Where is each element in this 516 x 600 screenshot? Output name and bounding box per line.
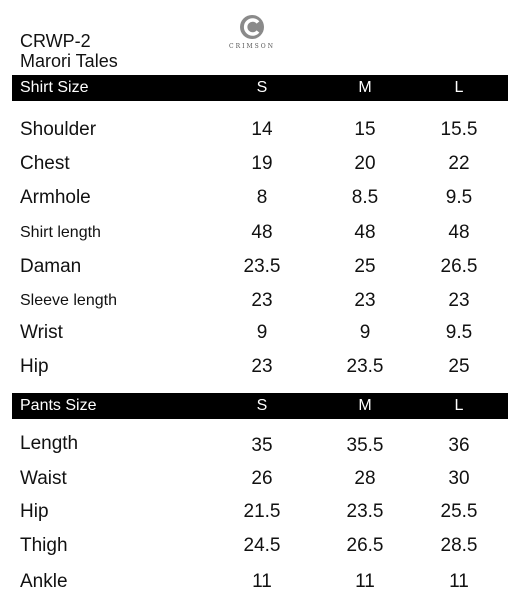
brand-logo [224,14,280,50]
row-label: Wrist [20,322,63,343]
value-m: 9 [359,322,371,343]
row-label: Thigh [20,535,68,556]
value-l: 30 [448,468,470,489]
shirt-row-sleeve-length [0,289,516,313]
row-label: Ankle [20,571,68,592]
value-l: 48 [448,222,470,243]
value-m: 23 [354,290,376,311]
value-s: 48 [251,222,273,243]
pants-row-waist [0,467,516,491]
value-m: 23.5 [346,501,384,522]
value-s: 23 [251,356,273,377]
value-l: 9.5 [445,322,473,343]
value-m: 48 [354,222,376,243]
shirt-row-shirt-length [0,221,516,245]
value-m: 8.5 [351,187,379,208]
value-l: 15.5 [440,119,478,140]
row-label: Sleeve length [20,292,117,309]
value-s: 26 [251,468,273,489]
row-label: Waist [20,468,67,489]
shirt-size-title: Shirt Size [20,79,89,96]
row-label: Chest [20,153,70,174]
value-l: 28.5 [440,535,478,556]
value-m: 28 [354,468,376,489]
row-label: Armhole [20,187,91,208]
row-label: Length [20,433,79,454]
value-l: 23 [448,290,470,311]
value-l: 25 [448,356,470,377]
row-label: Hip [20,501,49,522]
pants-size-m: M [358,397,372,414]
value-s: 23 [251,290,273,311]
pants-size-title: Pants Size [20,397,97,414]
value-s: 24.5 [243,535,281,556]
row-label: Daman [20,256,82,277]
shirt-row-chest [0,152,516,176]
product-code: CRWP-2 [20,31,91,51]
value-s: 35 [251,435,273,456]
value-m: 20 [354,153,376,174]
value-l: 11 [449,571,469,592]
shirt-row-daman [0,255,516,279]
value-l: 25.5 [440,501,478,522]
row-label: Shirt length [20,224,101,241]
value-l: 36 [448,435,470,456]
crimson-logo-icon [239,14,265,40]
value-l: 9.5 [445,187,473,208]
row-label: Shoulder [20,119,97,140]
value-s: 9 [256,322,268,343]
value-m: 25 [354,256,376,277]
shirt-size-l: L [454,79,464,96]
value-m: 26.5 [346,535,384,556]
value-m: 35.5 [346,435,384,456]
pants-row-ankle [0,570,516,594]
value-s: 23.5 [243,256,281,277]
value-s: 21.5 [243,501,281,522]
pants-row-hip [0,500,516,524]
pants-row-thigh [0,534,516,558]
value-s: 11 [252,571,272,592]
shirt-size-m: M [358,79,372,96]
pants-size-header [12,393,508,419]
pants-size-s: S [256,397,268,414]
value-m: 15 [354,119,376,140]
row-label: Hip [20,356,49,377]
shirt-row-shoulder [0,118,516,142]
collection-name: Marori Tales [20,51,118,71]
shirt-row-armhole [0,186,516,210]
shirt-size-header [12,75,508,101]
value-m: 23.5 [346,356,384,377]
logo-wordmark: CRIMSON [229,43,275,50]
value-s: 8 [256,187,268,208]
value-m: 11 [355,571,375,592]
shirt-size-s: S [256,79,268,96]
shirt-row-hip [0,355,516,379]
pants-row-length [0,432,516,456]
pants-size-l: L [454,397,464,414]
value-s: 14 [251,119,273,140]
value-l: 26.5 [440,256,478,277]
value-s: 19 [251,153,273,174]
shirt-row-wrist [0,321,516,345]
value-l: 22 [448,153,470,174]
